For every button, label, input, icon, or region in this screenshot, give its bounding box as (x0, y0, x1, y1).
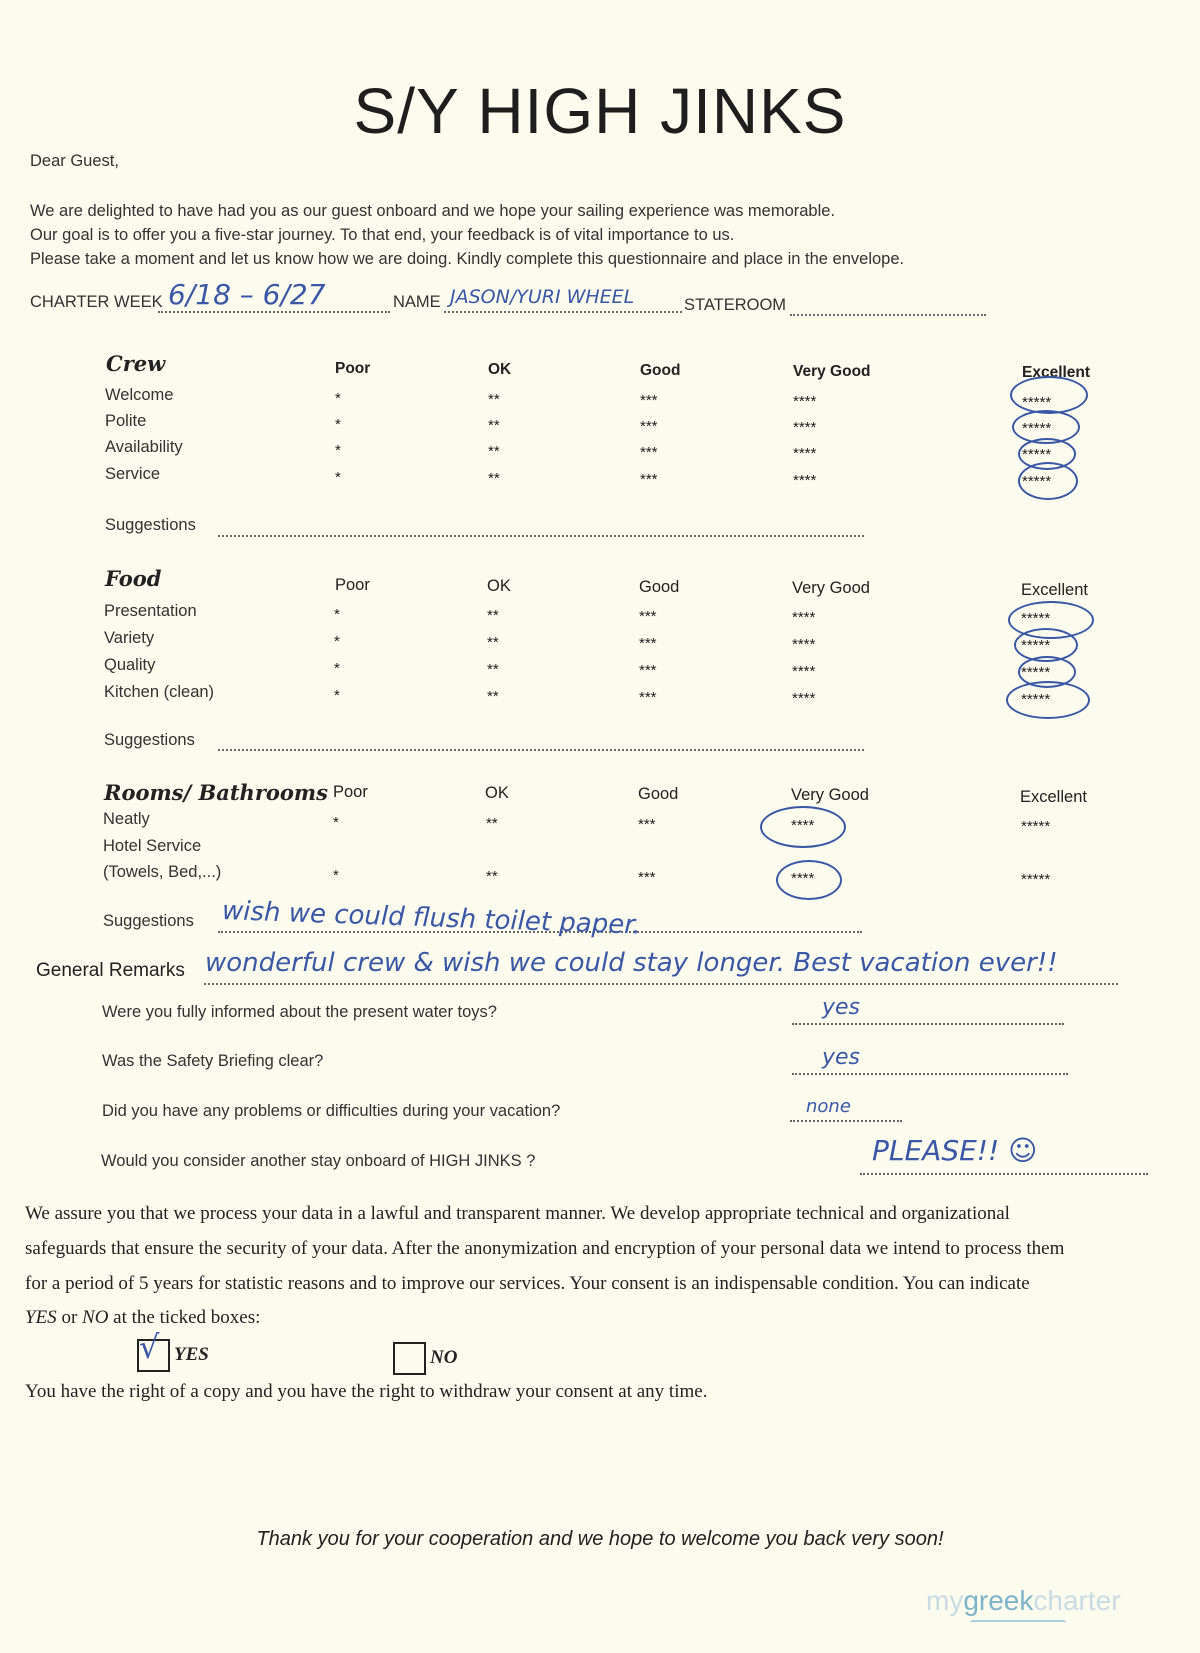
rating-3[interactable]: *** (640, 418, 658, 435)
watermark-logo (926, 1585, 1121, 1617)
withdraw-note: You have the right of a copy and you have the right to withdraw your consent at any time. (25, 1381, 708, 1402)
crew-header-very-good: Very Good (793, 363, 871, 380)
general-remarks-label: General Remarks (36, 960, 185, 981)
or-word: or (56, 1307, 83, 1328)
selection-circle (760, 806, 846, 848)
rating-5-selected[interactable]: ***** (1021, 610, 1051, 627)
rating-2[interactable]: ** (487, 607, 499, 624)
charter-week-line (158, 311, 390, 313)
rating-2[interactable]: ** (487, 661, 499, 678)
rating-1[interactable]: * (333, 814, 339, 831)
no-word: NO (82, 1307, 109, 1328)
rating-4-selected[interactable]: **** (791, 870, 815, 887)
selection-circle (1018, 462, 1078, 500)
crew-header-good: Good (640, 362, 681, 379)
rating-1[interactable]: * (333, 867, 339, 884)
food-header-ok: OK (487, 577, 511, 595)
charter-week-value[interactable]: 6/18 – 6/27 (168, 278, 326, 311)
rating-5-selected[interactable]: ***** (1022, 420, 1052, 437)
thank-you-footer: Thank you for your cooperation and we hope to welcome you back very soon! (256, 1528, 944, 1550)
answer-another-stay[interactable]: PLEASE!! ☺ (872, 1134, 1038, 1167)
rating-4[interactable]: **** (792, 636, 816, 653)
rating-2[interactable]: ** (487, 688, 499, 705)
answer-problems[interactable]: none (806, 1096, 851, 1117)
rating-2[interactable]: ** (488, 470, 500, 487)
consent-no-label: NO (430, 1347, 458, 1368)
rating-3[interactable]: *** (638, 869, 656, 886)
food-item-presentation: Presentation (104, 602, 197, 620)
consent-no-checkbox[interactable] (393, 1342, 426, 1375)
crew-item-availability: Availability (105, 438, 183, 456)
rating-5-selected[interactable]: ***** (1022, 394, 1052, 411)
name-value[interactable]: JASON/YURI WHEEL (450, 286, 635, 308)
rooms-header-poor: Poor (333, 783, 368, 801)
rating-4[interactable]: **** (793, 393, 817, 410)
question-another-stay: Would you consider another stay onboard of HIGH JINKS ? (101, 1152, 536, 1170)
crew-suggestions-line (218, 535, 864, 537)
privacy-line-1: We assure you that we process your data in a lawful and transparent manner. We develop appropriate technical and organizational (25, 1203, 1010, 1224)
food-header-excellent: Excellent (1021, 581, 1088, 599)
rooms-item-neatly: Neatly (103, 810, 150, 828)
food-item-variety: Variety (104, 629, 155, 647)
rating-4[interactable]: **** (793, 445, 817, 462)
watermark-part: greek (963, 1585, 1034, 1616)
rooms-suggestions-value[interactable]: wish we could flush toilet paper. (221, 896, 642, 941)
rating-3[interactable]: *** (639, 662, 657, 679)
rating-5[interactable]: ***** (1021, 818, 1051, 835)
food-item-quality: Quality (104, 656, 156, 674)
rating-5-selected[interactable]: ***** (1021, 637, 1051, 654)
stateroom-label: STATEROOM (684, 296, 787, 314)
name-label: NAME (393, 293, 441, 311)
question-problems: Did you have any problems or difficulties during your vacation? (102, 1102, 561, 1120)
section-title-crew: Crew (106, 351, 166, 376)
watermark-wave (970, 1620, 1066, 1628)
food-header-very-good: Very Good (792, 579, 870, 597)
rating-3[interactable]: *** (639, 635, 657, 652)
rating-1[interactable]: * (335, 469, 341, 486)
rooms-item-hotel-service-detail: (Towels, Bed,...) (103, 863, 222, 881)
rooms-suggestions-label: Suggestions (103, 912, 194, 930)
rooms-header-very-good: Very Good (791, 786, 869, 804)
rating-4[interactable]: **** (792, 609, 816, 626)
answer-line (790, 1120, 902, 1122)
food-header-good: Good (639, 578, 680, 596)
food-header-poor: Poor (335, 576, 370, 594)
rating-5-selected[interactable]: ***** (1021, 691, 1051, 708)
selection-circle (1006, 681, 1090, 719)
intro-line-3: Please take a moment and let us know how we are doing. Kindly complete this questionnaire and place in the envelope. (30, 250, 905, 268)
crew-item-service: Service (105, 465, 161, 483)
consent-yes-label: YES (174, 1344, 209, 1365)
rating-2[interactable]: ** (488, 417, 500, 434)
privacy-line-2: safeguards that ensure the security of your data. After the anonymization and encryption of your personal data we intend to process them (25, 1238, 1065, 1259)
rating-1[interactable]: * (334, 606, 340, 623)
rating-5-selected[interactable]: ***** (1022, 473, 1052, 490)
rating-4[interactable]: **** (792, 663, 816, 680)
selection-circle (776, 860, 842, 900)
rating-3[interactable]: *** (640, 444, 658, 461)
crew-item-polite: Polite (105, 412, 147, 430)
crew-suggestions-label: Suggestions (105, 516, 196, 534)
rating-3[interactable]: *** (638, 816, 656, 833)
rating-3[interactable]: *** (639, 689, 657, 706)
answer-line (792, 1073, 1068, 1075)
section-title-rooms: Rooms/ Bathrooms (104, 780, 328, 805)
rating-2[interactable]: ** (486, 815, 498, 832)
rating-1[interactable]: * (335, 442, 341, 459)
general-remarks-line (204, 983, 1118, 985)
rooms-header-ok: OK (485, 784, 509, 802)
section-title-food: Food (105, 566, 162, 591)
rating-2[interactable]: ** (486, 868, 498, 885)
name-line (444, 311, 682, 313)
rating-2[interactable]: ** (488, 391, 500, 408)
crew-header-ok: OK (488, 361, 512, 378)
crew-header-excellent: Excellent (1022, 364, 1091, 381)
privacy-line-4 (25, 1307, 260, 1329)
rating-2[interactable]: ** (488, 443, 500, 460)
intro-line-1: We are delighted to have had you as our guest onboard and we hope your sailing experience was memorable. (30, 202, 836, 220)
rating-4[interactable]: **** (793, 419, 817, 436)
answer-line (792, 1023, 1064, 1025)
intro-line-2: Our goal is to offer you a five-star journey. To that end, your feedback is of vital importance to us. (30, 226, 735, 244)
crew-header-poor: Poor (335, 360, 371, 377)
document-title: S/Y HIGH JINKS (353, 75, 847, 147)
answer-water-toys[interactable]: yes (822, 995, 861, 1020)
rating-4-selected[interactable]: **** (791, 817, 815, 834)
crew-item-welcome: Welcome (105, 386, 174, 404)
rooms-header-good: Good (638, 785, 679, 803)
answer-safety-briefing[interactable]: yes (822, 1045, 861, 1070)
food-item-kitchen: Kitchen (clean) (104, 683, 215, 701)
rating-3[interactable]: *** (640, 471, 658, 488)
rating-1[interactable]: * (334, 687, 340, 704)
answer-line (860, 1173, 1148, 1175)
greeting: Dear Guest, (30, 152, 119, 170)
rooms-header-excellent: Excellent (1020, 788, 1087, 806)
rating-5[interactable]: ***** (1021, 871, 1051, 888)
charter-week-label: CHARTER WEEK (30, 293, 163, 311)
rating-4[interactable]: **** (792, 690, 816, 707)
privacy-line-3: for a period of 5 years for statistic reasons and to improve our services. Your consent is an indispensable condition. You can indicate (25, 1273, 1030, 1294)
rooms-item-hotel-service: Hotel Service (103, 837, 202, 855)
stateroom-line (790, 314, 986, 316)
question-water-toys: Were you fully informed about the present water toys? (102, 1003, 497, 1021)
rating-5-selected[interactable]: ***** (1021, 664, 1051, 681)
selection-circle (1010, 376, 1088, 414)
general-remarks-value[interactable]: wonderful crew & wish we could stay longer. Best vacation ever!! (205, 948, 1058, 978)
yes-word: YES (25, 1307, 57, 1328)
food-suggestions-line (218, 749, 864, 751)
rating-1[interactable]: * (335, 390, 341, 407)
food-suggestions-label: Suggestions (104, 731, 195, 749)
rating-1[interactable]: * (334, 660, 340, 677)
rating-3[interactable]: *** (639, 608, 657, 625)
rating-3[interactable]: *** (640, 392, 658, 409)
question-safety-briefing: Was the Safety Briefing clear? (102, 1052, 324, 1070)
rating-2[interactable]: ** (487, 634, 499, 651)
watermark-part: my (926, 1585, 964, 1616)
rating-4[interactable]: **** (793, 472, 817, 489)
rating-1[interactable]: * (335, 416, 341, 433)
watermark-part: charter (1033, 1585, 1121, 1616)
check-mark-icon: √ (139, 1328, 160, 1366)
rating-1[interactable]: * (334, 633, 340, 650)
privacy-line-4-rest: at the ticked boxes: (108, 1307, 261, 1328)
rating-5-selected[interactable]: ***** (1022, 446, 1052, 463)
